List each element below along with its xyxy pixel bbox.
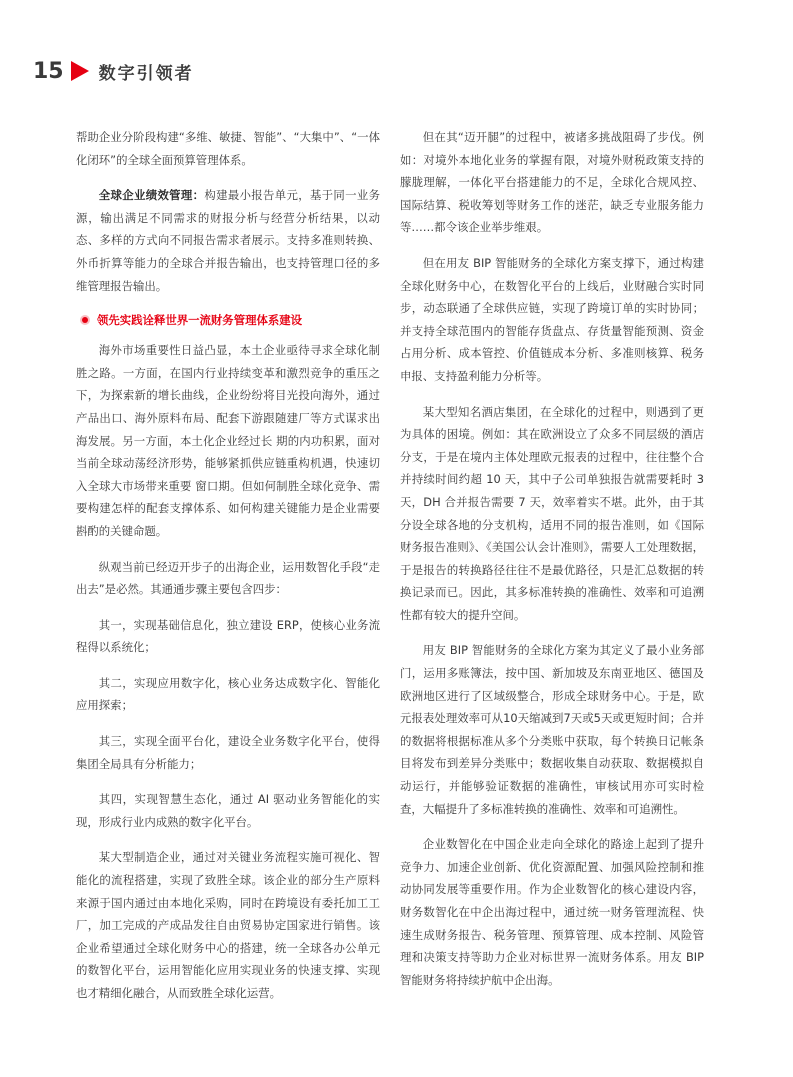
header-title: 数字引领者: [98, 63, 194, 84]
section-heading: [80, 310, 380, 330]
term-label: 全球企业绩效管理：: [98, 188, 205, 203]
paragraph: 海外市场重要性日益凸显，本土企业亟待寻求全球化制胜之路。一方面，在国内行业持续变革和激烈竞争的重压之下，为探索新的增长曲线，企业纷纷将目光投向海外，通过产品出口、海外原料布局、配套下游跟随建厂等方式谋求出海发展。另一方面，本土化企业经过长 期的内功积累，面对当前全球动荡经济形势，能够紧抓供应链重构机遇，快速切入全球大市场带来重要 窗口期。但如何制胜全球化竞争、需要构建怎样的配套支撑体系、如何构建关键能力是企业需要斟酌的关键命题。: [76, 343, 380, 538]
page-number: 15: [33, 58, 64, 84]
paragraph-text: 构建最小报告单元，基于同一业务源，输出满足不同需求的财报分析与经营分析结果，以动态、多样的方式向不同报告需求者展示。支持多准则转换、外币折算等能力的全球合并报告输出，也支持管理口径的多维管理报告输出。: [76, 188, 380, 293]
paragraph: [76, 184, 380, 297]
left-column: [76, 126, 380, 1018]
page-header: [33, 54, 194, 88]
paragraph: 某大型知名酒店集团，在全球化的过程中，则遇到了更为具体的困境。例如：其在欧洲设立了众多不同层级的酒店分支，于是在境内主体处理欧元报表的过程中，往往整个合并持续时间约超 10 天，其中子公司单独报告就需要耗时 3 天，DH 合并报告需要 7 天，效率着实不堪。此外，由于其分设全球各地的分支机构，适用不同的报告准则，如《国际财务报告准则》、《美国公认会计准则》，需要人工处理数据，于是报告的转换路径往往不是最优路径，只是汇总数据的转换记录而已。因此，其多标准转换的准确性、效率和可追溯性都有较大的提升空间。: [400, 404, 704, 622]
play-triangle-icon: [71, 61, 89, 81]
right-column: [400, 126, 704, 1004]
paragraph: 其四，实现智慧生态化，通过 AI 驱动业务智能化的实现，形成行业内成熟的数字化平台。: [76, 792, 380, 829]
paragraph: 纵观当前已经迈开步子的出海企业，运用数智化手段“走出去”是必然。其通通步骤主要包含四步：: [76, 559, 380, 597]
paragraph: 用友 BIP 智能财务的全球化方案为其定义了最小业务部门，运用多账簿法，按中国、新加坡及东南亚地区、德国及欧洲地区进行了区域级整合，形成全球财务中心。于是，欧元报表处理效率可从10天缩减到7天或5天或更短时间；合并的数据将根据标准从多个分类账中获取，每个转换日记帐条目将发布到差异分类账中；数据收集自动获取、数据模拟自动运行，并能够验证数据的准确性，审核试用亦可实时检查，大幅提升了多标准转换的准确性、效率和可追溯性。: [400, 643, 704, 816]
paragraph: 帮助企业分阶段构建“多维、敏捷、智能”、“大集中”、“一体化闭环”的全球全面预算管理体系。: [76, 130, 380, 167]
paragraph: 其一，实现基础信息化，独立建设 ERP，使核心业务流程得以系统化；: [76, 617, 380, 655]
paragraph: 但在用友 BIP 智能财务的全球化方案支撑下，通过构建全球化财务中心，在数智化平台的上线后，业财融合实时同步，动态联通了全球供应链，实现了跨境订单的实时协同；并支持全球范围内的智能存货盘点、存货量智能预测、资金占用分析、成本管控、价值链成本分析、多准则核算、税务申报、支持盈利能力分析等。: [400, 255, 704, 383]
paragraph: 某大型制造企业，通过对关键业务流程实施可视化、智能化的流程搭建，实现了致胜全球。该企业的部分生产原料来源于国内通过由本地化采购，同时在跨境设有委托加工工厂，加工完成的产成品发往自由贸易协定国家进行销售。该企业希望通过全球化财务中心的搭建，统一全球各办公单元的数智化平台，运用智能化应用实现业务的快速支撑、实现也才精细化融合，从而致胜全球化运营。: [76, 850, 380, 1000]
paragraph: 其二，实现应用数字化，核心业务达成数字化、智能化应用探索；: [76, 675, 380, 713]
paragraph: 企业数智化在中国企业走向全球化的路途上起到了提升竞争力、加速企业创新、优化资源配置、加强风险控制和推动协同发展等重要作用。作为企业数智化的核心建设内容，财务数智化在中企出海过程中，通过统一财务管理流程、快速生成财务报告、税务管理、预算管理、成本控制、风险管理和决策支持等助力企业对标世界一流财务体系。用友 BIP 智能财务将持续护航中企出海。: [400, 837, 704, 987]
bullet-dot-icon: [80, 315, 90, 325]
paragraph: 但在其“迈开腿”的过程中，被诸多挑战阻碍了步伐。例如：对境外本地化业务的掌握有限，对境外财税政策支持的朦胧理解，一体化平台搭建能力的不足，全球化合规风控、国际结算、税收筹划等财务工作的迷茫，缺乏专业服务能力等……都令该企业举步维艰。: [400, 130, 704, 235]
paragraph: 其三，实现全面平台化，建设全业务数字化平台，使得集团全局具有分析能力；: [76, 734, 380, 771]
section-heading-text: 领先实践诠释世界一流财务管理体系建设: [97, 313, 303, 328]
